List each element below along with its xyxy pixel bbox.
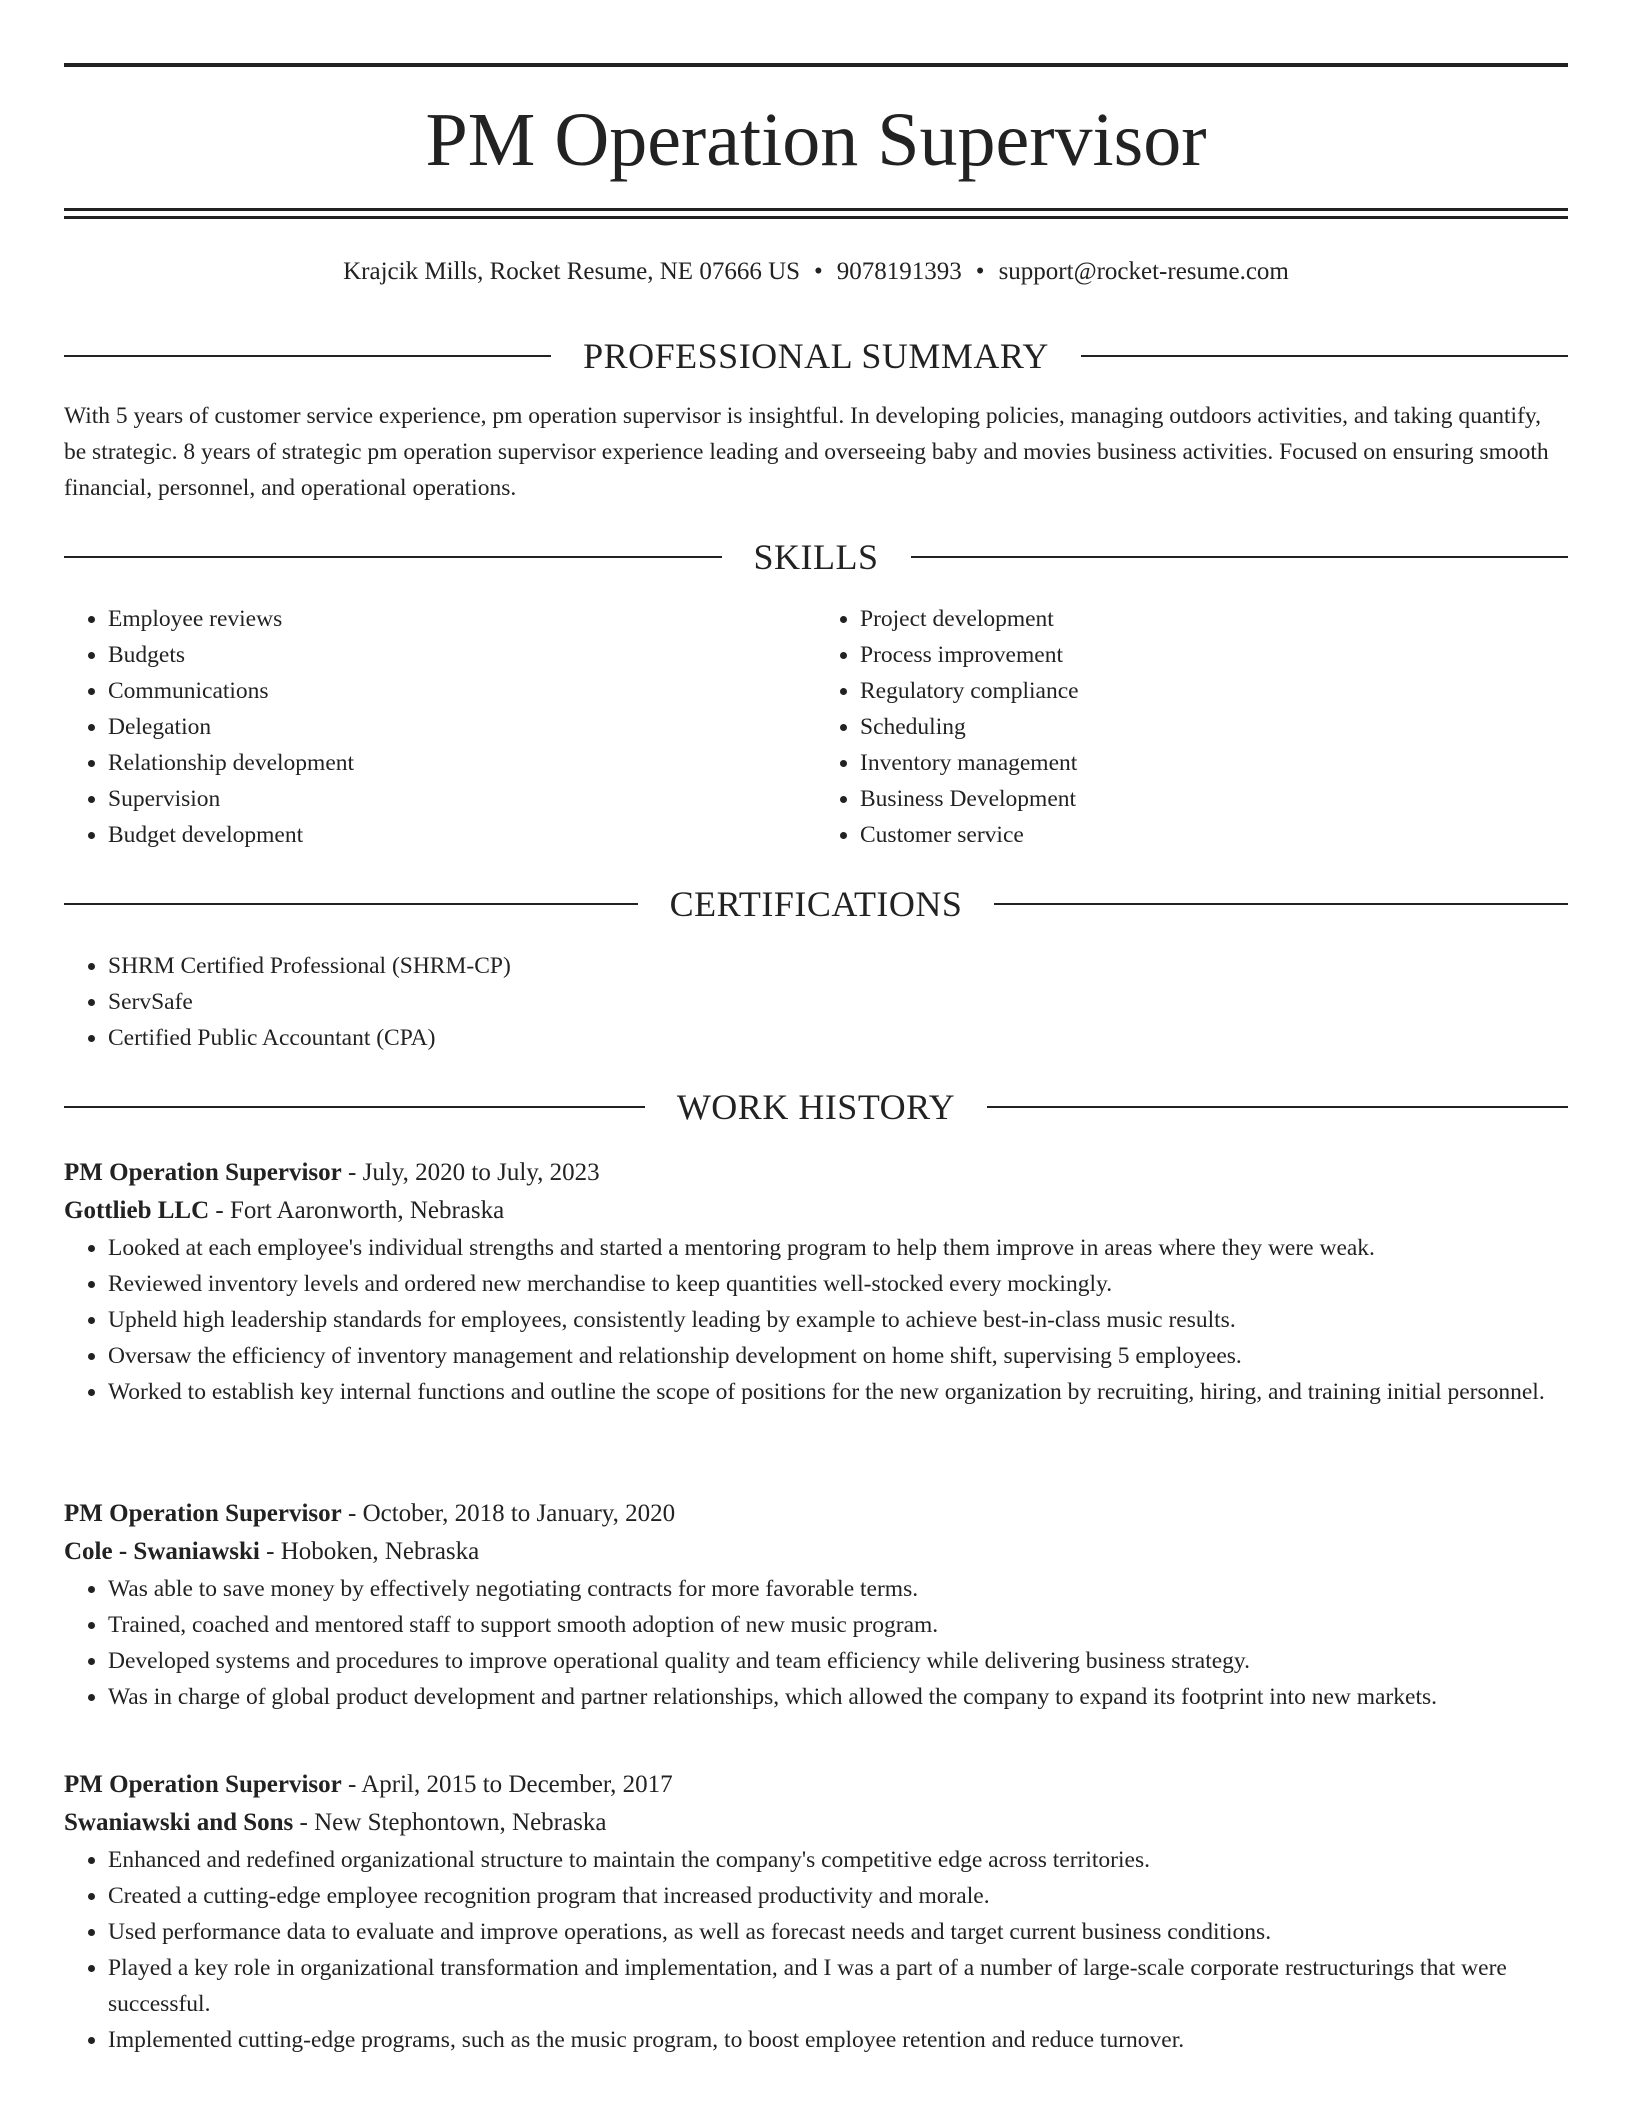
job-title: PM Operation Supervisor xyxy=(64,1500,342,1527)
job-bullet: • Implemented cutting-edge programs, such as the music program, to boost employee retention and reduce turnover. xyxy=(108,2022,1568,2058)
skills-list-left xyxy=(64,601,816,853)
heading-rule xyxy=(911,556,1569,558)
job-location: - Hoboken, Nebraska xyxy=(259,1538,480,1565)
contact-separator: • xyxy=(975,258,985,285)
section-title: SKILLS xyxy=(753,537,879,577)
summary-block xyxy=(64,398,1568,506)
skills-column-left xyxy=(64,601,816,853)
section-heading-skills xyxy=(64,535,1568,579)
job-bullet: • Was able to save money by effectively negotiating contracts for more favorable terms. xyxy=(108,1571,1568,1607)
skill-item: • Communications xyxy=(108,673,816,709)
job-bullets xyxy=(64,1571,1568,1715)
job-company: Cole - Swaniawski xyxy=(64,1538,260,1565)
skills-column-right xyxy=(816,601,1568,853)
job-bullet: • Was in charge of global product development and partner relationships, which allowed the company to expand its footprint into new markets. xyxy=(108,1679,1568,1715)
heading-rule xyxy=(1081,355,1568,357)
certification-item: • Certified Public Accountant (CPA) xyxy=(108,1020,1568,1056)
skill-item: • Business Development xyxy=(860,781,1568,817)
job-location: - Fort Aaronworth, Nebraska xyxy=(209,1197,505,1224)
certification-item: • SHRM Certified Professional (SHRM-CP) xyxy=(108,948,1568,984)
job-company-line xyxy=(64,1192,1568,1230)
job-dates: - October, 2018 to January, 2020 xyxy=(341,1500,676,1527)
heading-rule xyxy=(987,1106,1568,1108)
job-title: PM Operation Supervisor xyxy=(64,1159,342,1186)
skill-item: • Inventory management xyxy=(860,745,1568,781)
title-rule-lower xyxy=(64,216,1568,219)
skills-list-right xyxy=(816,601,1568,853)
skill-item: • Supervision xyxy=(108,781,816,817)
heading-rule xyxy=(64,903,638,905)
job-entry xyxy=(64,1766,1568,2058)
skill-item: • Employee reviews xyxy=(108,601,816,637)
heading-rule xyxy=(64,355,551,357)
certification-item: • ServSafe xyxy=(108,984,1568,1020)
skill-item: • Relationship development xyxy=(108,745,816,781)
job-entry xyxy=(64,1154,1568,1410)
section-title: WORK HISTORY xyxy=(676,1087,956,1127)
section-heading-certifications xyxy=(64,882,1568,926)
section-heading-summary xyxy=(64,334,1568,378)
skills-columns xyxy=(64,601,1568,853)
job-dates: - April, 2015 to December, 2017 xyxy=(341,1771,673,1798)
contact-line xyxy=(64,254,1568,290)
heading-rule xyxy=(64,556,722,558)
job-bullet: • Worked to establish key internal functions and outline the scope of positions for the new organization by recruiting, hiring, and training initial personnel. xyxy=(108,1374,1568,1410)
job-bullet: • Used performance data to evaluate and improve operations, as well as forecast needs and target current business conditions. xyxy=(108,1914,1568,1950)
job-title: PM Operation Supervisor xyxy=(64,1771,342,1798)
job-bullet: • Created a cutting-edge employee recognition program that increased productivity and morale. xyxy=(108,1878,1568,1914)
job-company-line xyxy=(64,1804,1568,1842)
page-title: PM Operation Supervisor xyxy=(425,98,1207,182)
certifications-block xyxy=(64,948,1568,1056)
skill-item: • Regulatory compliance xyxy=(860,673,1568,709)
job-title-line xyxy=(64,1154,1568,1192)
contact-email: support@rocket-resume.com xyxy=(998,258,1289,285)
skill-item: • Scheduling xyxy=(860,709,1568,745)
title-rule-upper xyxy=(64,208,1568,211)
job-bullet: • Oversaw the efficiency of inventory management and relationship development on home shift, supervising 5 employees. xyxy=(108,1338,1568,1374)
job-bullet: • Looked at each employee's individual strengths and started a mentoring program to help them improve in areas where they were weak. xyxy=(108,1230,1568,1266)
skill-item: • Project development xyxy=(860,601,1568,637)
job-title-line xyxy=(64,1495,1568,1533)
job-company: Swaniawski and Sons xyxy=(64,1809,294,1836)
skill-item: • Customer service xyxy=(860,817,1568,853)
contact-phone: 9078191393 xyxy=(836,258,962,285)
job-bullet: • Enhanced and redefined organizational structure to maintain the company's competitive edge across territories. xyxy=(108,1842,1568,1878)
job-entry xyxy=(64,1495,1568,1715)
job-location: - New Stephontown, Nebraska xyxy=(293,1809,607,1836)
job-bullets xyxy=(64,1230,1568,1410)
job-dates: - July, 2020 to July, 2023 xyxy=(341,1159,600,1186)
job-bullet: • Trained, coached and mentored staff to support smooth adoption of new music program. xyxy=(108,1607,1568,1643)
contact-separator: • xyxy=(814,258,823,285)
job-company: Gottlieb LLC xyxy=(64,1197,210,1224)
job-bullet: • Played a key role in organizational transformation and implementation, and I was a part of a number of large-scale corporate restructurings that were successful. xyxy=(108,1950,1568,2022)
section-title: PROFESSIONAL SUMMARY xyxy=(583,336,1049,376)
top-rule xyxy=(64,63,1568,67)
skill-item: • Delegation xyxy=(108,709,816,745)
contact-address: Krajcik Mills, Rocket Resume, NE 07666 US xyxy=(343,258,801,285)
job-bullets xyxy=(64,1842,1568,2058)
skill-item: • Budgets xyxy=(108,637,816,673)
summary-text: With 5 years of customer service experience, pm operation supervisor is insightful. In developing policies, managing outdoors activities, and taking quantify, be strategic. 8 years of strategic pm operation supervisor experience leading and overseeing baby and movies business activities. Focused on ensuring smooth financial, personnel, and operational operations. xyxy=(64,403,1549,501)
job-bullet: • Upheld high leadership standards for employees, consistently leading by example to achieve best-in-class music results. xyxy=(108,1302,1568,1338)
job-title-line xyxy=(64,1766,1568,1804)
heading-rule xyxy=(994,903,1568,905)
skills-block xyxy=(64,601,1568,853)
skill-item: • Budget development xyxy=(108,817,816,853)
job-company-line xyxy=(64,1533,1568,1571)
certifications-list xyxy=(64,948,1568,1056)
job-bullet: • Reviewed inventory levels and ordered new merchandise to keep quantities well-stocked every mockingly. xyxy=(108,1266,1568,1302)
section-title: CERTIFICATIONS xyxy=(669,884,963,924)
skill-item: • Process improvement xyxy=(860,637,1568,673)
section-heading-work-history xyxy=(64,1085,1568,1129)
job-bullet: • Developed systems and procedures to improve operational quality and team efficiency while delivering business strategy. xyxy=(108,1643,1568,1679)
heading-rule xyxy=(64,1106,645,1108)
